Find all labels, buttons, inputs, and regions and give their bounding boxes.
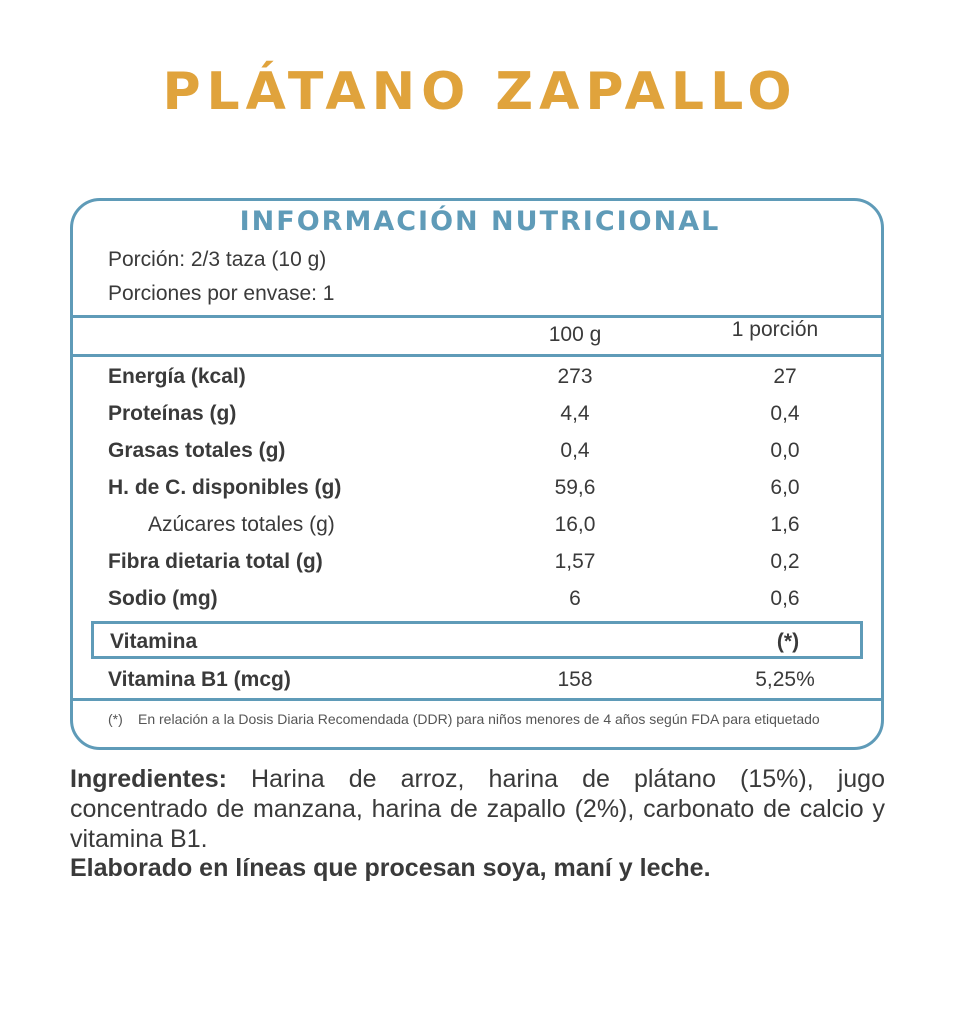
divider-header [70, 354, 884, 357]
nutrient-row [70, 587, 884, 624]
nutrient-value-portion: 6,0 [770, 476, 800, 499]
nutrient-value-portion: 0,4 [770, 402, 800, 425]
nutrient-value-portion: 0,6 [770, 587, 800, 610]
nutrient-value-portion: 5,25% [755, 668, 815, 691]
nutrient-value-portion: 27 [773, 365, 797, 388]
divider-footnote [70, 698, 884, 701]
portions-per-container: Porciones por envase: 1 [108, 282, 335, 305]
nutrient-row-sub [70, 513, 884, 550]
nutrient-value-100g: 1,57 [554, 550, 596, 573]
nutrient-label: Vitamina B1 (mcg) [108, 668, 291, 691]
nutrient-value-100g: 16,0 [554, 513, 596, 536]
nutrient-label: Grasas totales (g) [108, 439, 286, 462]
nutrient-row [70, 476, 884, 513]
nutrient-value-100g: 273 [557, 365, 593, 388]
vitamin-header-box [91, 621, 863, 659]
nutrient-label: Sodio (mg) [108, 587, 218, 610]
footnote-mark: (*) [108, 711, 123, 727]
product-title: PLÁTANO ZAPALLO [162, 62, 798, 122]
nutrient-value-portion: 0,0 [770, 439, 800, 462]
ingredients-label: Ingredientes: [70, 765, 227, 793]
column-header-100g: 100 g [548, 323, 602, 346]
nutrient-row [70, 365, 884, 402]
nutrient-value-100g: 0,4 [560, 439, 590, 462]
nutrient-label: Fibra dietaria total (g) [108, 550, 323, 573]
nutrient-value-portion: 0,2 [770, 550, 800, 573]
nutrient-value-100g: 158 [557, 668, 593, 691]
footnote-text: En relación a la Dosis Diaria Recomendada (DDR) para niños menores de 4 años según FDA para etiquetado [138, 711, 820, 727]
nutrient-value-portion: 1,6 [770, 513, 800, 536]
nutrient-label: Energía (kcal) [108, 365, 246, 388]
nutrient-row [70, 402, 884, 439]
nutrient-value-100g: 4,4 [560, 402, 590, 425]
footnote [108, 710, 838, 728]
nutrient-row [70, 550, 884, 587]
nutrient-row [70, 439, 884, 476]
nutrient-label: Azúcares totales (g) [148, 513, 335, 536]
nutrient-label: H. de C. disponibles (g) [108, 476, 342, 499]
vitamin-header-label: Vitamina [110, 630, 198, 653]
nutrient-label: Proteínas (g) [108, 402, 237, 425]
ingredients [70, 764, 885, 854]
nutrient-value-100g: 59,6 [554, 476, 596, 499]
allergen-statement: Elaborado en líneas que procesan soya, maní y leche. [70, 854, 711, 882]
column-header-portion: 1 porción [731, 318, 819, 341]
vitamin-header-note: (*) [776, 630, 800, 653]
portion-size: Porción: 2/3 taza (10 g) [108, 248, 327, 271]
ingredients-text: Harina de arroz, harina de plátano (15%), jugo concentrado de manzana, harina de zapallo (2%), carbonato de calcio y vitamina B1. [70, 765, 885, 853]
nutrition-panel-title: INFORMACIÓN NUTRICIONAL [239, 206, 721, 237]
nutrient-value-100g: 6 [569, 587, 581, 610]
